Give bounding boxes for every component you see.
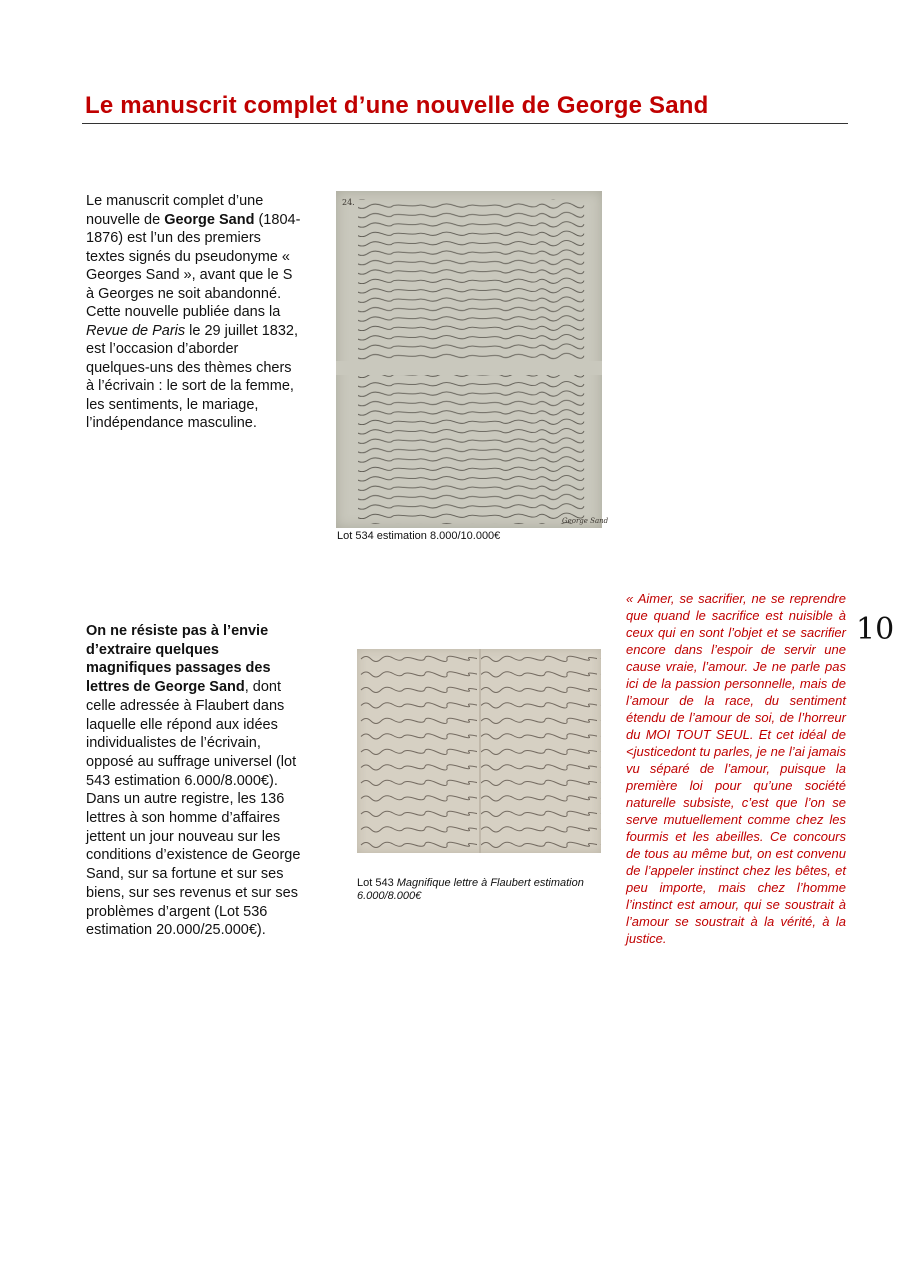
caption-lot543-italic: Magnifique lettre à Flaubert estimation 6.000/8.000€ bbox=[357, 877, 584, 902]
caption-lot543-prefix: Lot 543 bbox=[357, 877, 397, 889]
letters-paragraph bbox=[86, 622, 308, 940]
svg-text:George Sand: George Sand bbox=[562, 517, 609, 525]
svg-text:24.: 24. bbox=[342, 198, 355, 207]
manuscript-image-lot534 bbox=[336, 191, 609, 528]
caption-lot543 bbox=[357, 877, 597, 903]
intro-lead: Le manuscrit complet d’une nouvelle de bbox=[86, 193, 264, 228]
handwriting-texture bbox=[336, 191, 609, 528]
intro-author: George Sand bbox=[164, 211, 255, 228]
sand-quote: « Aimer, se sacrifier, ne se reprendre que quand le sacrifice est nuisible à ceux qui en sont l’objet et se sacrifier encore dans l’espoir de servir une cause vraie, l’amour. Je ne parle pas ici de la passion personnelle, mais de l’amour de la race, du sentiment étendu de l’amour de soi, de l’horreur du MOI TOUT SEUL. Et cet idéal de <justicedont tu parles, je ne l’ai jamais vu séparé de l’amour, puisque la première loi pour qu’une société naturelle subsiste, c’est que l’on se serve mutuellement comme chez les fourmis et les abeilles. Ce concours de tous au même but, on est convenu de l’appeler instinct chez les bêtes, et peu importe, mais chez l’homme l’instinct est amour, qui se soustrait à l’amour se soustrait à la vérité, à la justice. bbox=[626, 591, 846, 946]
intro-body1: (1804-1876) est l’un des premiers textes signés du pseudonyme « Georges Sand », avant que le S à Georges ne soit abandonné. Cette nouvelle publiée dans la bbox=[86, 211, 301, 320]
page-title: Le manuscrit complet d’une nouvelle de George Sand bbox=[85, 92, 709, 119]
title-divider bbox=[82, 123, 848, 124]
intro-body2: le 29 juillet 1832, est l’occasion d’aborder quelques-uns des thèmes chers à l’écrivain : le sort de la femme, les sentiments, le mariage, l’indépendance masculine. bbox=[86, 322, 298, 431]
intro-paragraph bbox=[86, 192, 301, 433]
letters-body: , dont celle adressée à Flaubert dans laquelle elle répond aux idées individualistes de l’écrivain, opposé au suffrage universel (lot 543 estimation 6.000/8.000€). Dans un autre registre, les 136 lettres à son homme d’affaires jettent un jour nouveau sur les conditions d’existence de George Sand, sur sa fortune et sur ses biens, sur ses revenus et sur ses problèmes d’argent (Lot 536 estimation 20.000/25.000€). bbox=[86, 679, 301, 939]
page-number: 10 bbox=[856, 612, 895, 647]
intro-journal: Revue de Paris bbox=[86, 322, 186, 339]
letters-lead: On ne résiste pas à l’envie d’extraire quelques magnifiques passages des lettres de George Sand bbox=[86, 623, 271, 696]
letter-image-lot543 bbox=[357, 649, 601, 853]
handwriting-texture-letter bbox=[357, 649, 601, 853]
caption-lot534: Lot 534 estimation 8.000/10.000€ bbox=[337, 530, 501, 542]
